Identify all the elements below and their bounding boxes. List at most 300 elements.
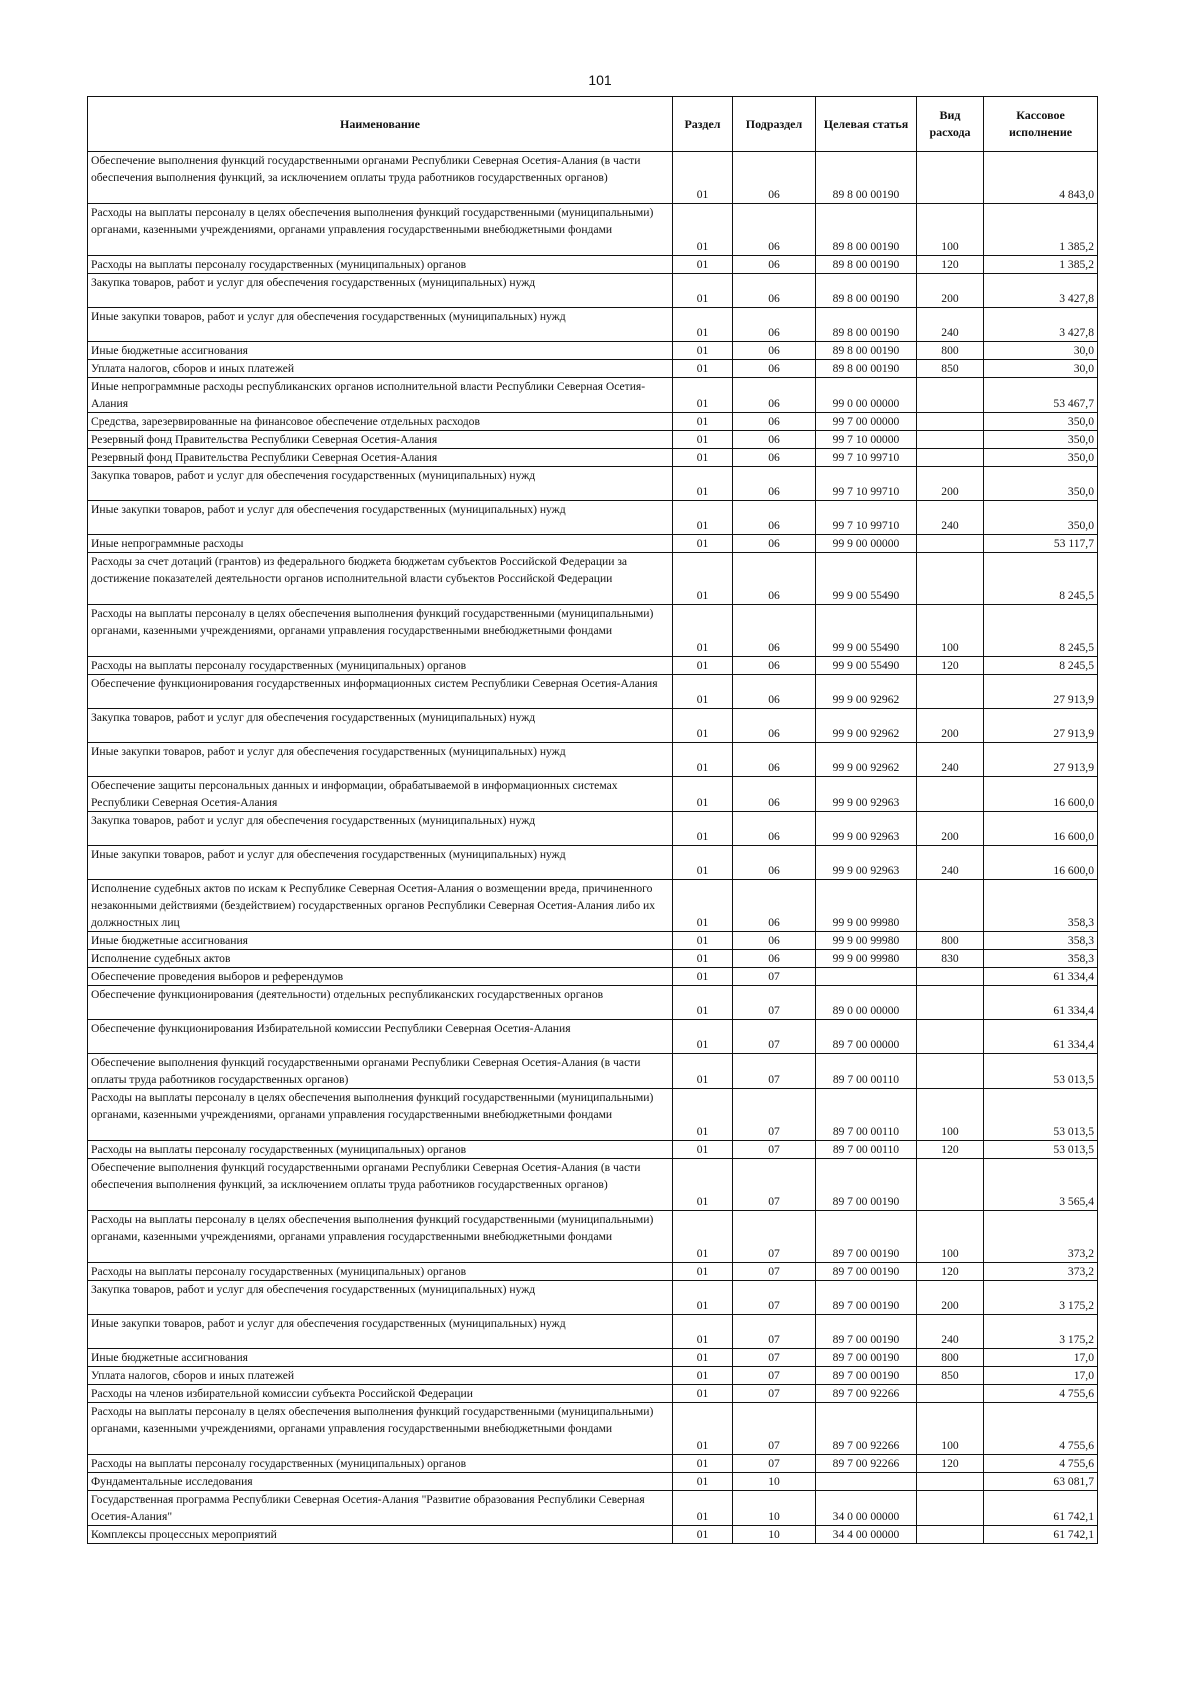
row-section: 01 — [673, 1315, 733, 1349]
row-section: 01 — [673, 449, 733, 467]
table-row — [88, 1159, 1098, 1211]
row-expense-type: 100 — [917, 1403, 984, 1455]
row-cash-execution: 30,0 — [984, 342, 1098, 360]
row-subsection: 06 — [733, 657, 816, 675]
row-expense-type — [917, 553, 984, 605]
row-expense-type — [917, 1159, 984, 1211]
row-expense-type: 240 — [917, 1315, 984, 1349]
row-name: Закупка товаров, работ и услуг для обеспечения государственных (муниципальных) нужд — [88, 709, 673, 743]
row-cash-execution: 350,0 — [984, 413, 1098, 431]
row-target-article: 89 7 00 92266 — [816, 1385, 917, 1403]
row-expense-type — [917, 431, 984, 449]
row-section: 01 — [673, 605, 733, 657]
row-expense-type — [917, 152, 984, 204]
row-section: 01 — [673, 1367, 733, 1385]
row-name: Обеспечение выполнения функций государственными органами Республики Северная Осетия-Алания (в части обеспечения выполнения функций, за исключением оплаты труда работников государственных органов) — [88, 1159, 673, 1211]
row-name: Обеспечение выполнения функций государственными органами Республики Северная Осетия-Алания (в части обеспечения выполнения функций, за исключением оплаты труда работников государственных органов) — [88, 152, 673, 204]
row-name: Фундаментальные исследования — [88, 1473, 673, 1491]
row-subsection: 06 — [733, 308, 816, 342]
table-row — [88, 360, 1098, 378]
table-row — [88, 501, 1098, 535]
row-subsection: 07 — [733, 1403, 816, 1455]
row-name: Расходы на выплаты персоналу в целях обеспечения выполнения функций государственными (муниципальными) органами, казенными учреждениями, органами управления государственными внебюджетными фондами — [88, 1089, 673, 1141]
row-section: 01 — [673, 812, 733, 846]
table-row — [88, 986, 1098, 1020]
row-expense-type: 120 — [917, 657, 984, 675]
row-name: Обеспечение функционирования (деятельности) отдельных республиканских государственных органов — [88, 986, 673, 1020]
row-section: 01 — [673, 342, 733, 360]
row-subsection: 07 — [733, 968, 816, 986]
row-section: 01 — [673, 535, 733, 553]
row-target-article: 99 9 00 92963 — [816, 812, 917, 846]
row-name: Обеспечение выполнения функций государственными органами Республики Северная Осетия-Алания (в части оплаты труда работников государственных органов) — [88, 1054, 673, 1089]
row-name: Государственная программа Республики Северная Осетия-Алания "Развитие образования Республики Северная Осетия-Алания" — [88, 1491, 673, 1526]
row-name: Обеспечение функционирования Избирательной комиссии Республики Северная Осетия-Алания — [88, 1020, 673, 1054]
table-row — [88, 777, 1098, 812]
row-cash-execution: 3 175,2 — [984, 1281, 1098, 1315]
table-row — [88, 152, 1098, 204]
row-section: 01 — [673, 1141, 733, 1159]
row-cash-execution: 63 081,7 — [984, 1473, 1098, 1491]
row-cash-execution: 3 427,8 — [984, 274, 1098, 308]
row-name: Расходы на выплаты персоналу в целях обеспечения выполнения функций государственными (муниципальными) органами, казенными учреждениями, органами управления государственными внебюджетными фондами — [88, 204, 673, 256]
row-cash-execution: 358,3 — [984, 932, 1098, 950]
table-row — [88, 204, 1098, 256]
column-header-subsection: Подраздел — [733, 97, 816, 152]
column-header-section: Раздел — [673, 97, 733, 152]
row-section: 01 — [673, 1089, 733, 1141]
row-section: 01 — [673, 431, 733, 449]
row-subsection: 06 — [733, 777, 816, 812]
row-name: Иные непрограммные расходы республиканских органов исполнительной власти Республики Северная Осетия-Алания — [88, 378, 673, 413]
row-expense-type: 100 — [917, 1211, 984, 1263]
row-section: 01 — [673, 1263, 733, 1281]
row-target-article: 89 7 00 00190 — [816, 1367, 917, 1385]
row-section: 01 — [673, 1281, 733, 1315]
row-subsection: 06 — [733, 342, 816, 360]
table-row — [88, 1281, 1098, 1315]
row-subsection: 06 — [733, 846, 816, 880]
row-subsection: 07 — [733, 1141, 816, 1159]
row-section: 01 — [673, 1491, 733, 1526]
row-target-article: 99 9 00 99980 — [816, 932, 917, 950]
row-target-article: 99 9 00 92963 — [816, 777, 917, 812]
row-section: 01 — [673, 308, 733, 342]
row-section: 01 — [673, 950, 733, 968]
row-subsection: 07 — [733, 1349, 816, 1367]
table-row — [88, 535, 1098, 553]
table-row — [88, 1020, 1098, 1054]
row-name: Закупка товаров, работ и услуг для обеспечения государственных (муниципальных) нужд — [88, 812, 673, 846]
row-name: Расходы на выплаты персоналу государственных (муниципальных) органов — [88, 657, 673, 675]
row-expense-type — [917, 1054, 984, 1089]
row-section: 01 — [673, 1159, 733, 1211]
row-section: 01 — [673, 743, 733, 777]
row-cash-execution: 4 843,0 — [984, 152, 1098, 204]
table-row — [88, 256, 1098, 274]
table-row — [88, 308, 1098, 342]
row-target-article: 99 9 00 92962 — [816, 675, 917, 709]
table-row — [88, 1473, 1098, 1491]
row-cash-execution: 8 245,5 — [984, 605, 1098, 657]
table-row — [88, 675, 1098, 709]
row-cash-execution: 3 175,2 — [984, 1315, 1098, 1349]
row-name: Резервный фонд Правительства Республики Северная Осетия-Алания — [88, 449, 673, 467]
row-expense-type: 120 — [917, 1263, 984, 1281]
row-cash-execution: 61 334,4 — [984, 986, 1098, 1020]
row-section: 01 — [673, 378, 733, 413]
row-cash-execution: 16 600,0 — [984, 812, 1098, 846]
row-target-article: 99 9 00 99980 — [816, 950, 917, 968]
row-cash-execution: 16 600,0 — [984, 777, 1098, 812]
column-header-target-article: Целевая статья — [816, 97, 917, 152]
row-target-article: 89 7 00 92266 — [816, 1403, 917, 1455]
row-cash-execution: 30,0 — [984, 360, 1098, 378]
row-name: Исполнение судебных актов по искам к Республике Северная Осетия-Алания о возмещении вреда, причиненного незаконными действиями (бездействием) государственных органов Республики Северная Осетия-Алания либо их должностных лиц — [88, 880, 673, 932]
row-cash-execution: 1 385,2 — [984, 204, 1098, 256]
row-subsection: 06 — [733, 501, 816, 535]
row-cash-execution: 61 742,1 — [984, 1491, 1098, 1526]
row-expense-type: 240 — [917, 846, 984, 880]
row-section: 01 — [673, 467, 733, 501]
row-expense-type — [917, 1473, 984, 1491]
row-cash-execution: 350,0 — [984, 449, 1098, 467]
table-row — [88, 467, 1098, 501]
table-row — [88, 846, 1098, 880]
row-cash-execution: 53 117,7 — [984, 535, 1098, 553]
row-target-article: 99 9 00 99980 — [816, 880, 917, 932]
row-target-article: 89 7 00 00000 — [816, 1020, 917, 1054]
row-name: Иные закупки товаров, работ и услуг для обеспечения государственных (муниципальных) нужд — [88, 1315, 673, 1349]
row-cash-execution: 61 742,1 — [984, 1526, 1098, 1544]
row-subsection: 07 — [733, 1281, 816, 1315]
row-section: 01 — [673, 1455, 733, 1473]
row-cash-execution: 53 013,5 — [984, 1054, 1098, 1089]
row-expense-type: 120 — [917, 1141, 984, 1159]
row-expense-type: 200 — [917, 1281, 984, 1315]
row-target-article: 99 7 10 99710 — [816, 467, 917, 501]
row-cash-execution: 8 245,5 — [984, 553, 1098, 605]
row-name: Расходы на выплаты персоналу государственных (муниципальных) органов — [88, 256, 673, 274]
row-subsection: 07 — [733, 1263, 816, 1281]
row-cash-execution: 27 913,9 — [984, 743, 1098, 777]
row-subsection: 07 — [733, 1159, 816, 1211]
row-cash-execution: 61 334,4 — [984, 1020, 1098, 1054]
row-subsection: 06 — [733, 449, 816, 467]
row-subsection: 06 — [733, 675, 816, 709]
row-target-article: 34 0 00 00000 — [816, 1491, 917, 1526]
table-row — [88, 1089, 1098, 1141]
row-section: 01 — [673, 204, 733, 256]
row-section: 01 — [673, 968, 733, 986]
page-number: 101 — [588, 72, 612, 88]
row-cash-execution: 17,0 — [984, 1367, 1098, 1385]
row-subsection: 06 — [733, 431, 816, 449]
table-row — [88, 968, 1098, 986]
row-name: Иные непрограммные расходы — [88, 535, 673, 553]
table-row — [88, 605, 1098, 657]
row-expense-type: 800 — [917, 1349, 984, 1367]
row-section: 01 — [673, 1403, 733, 1455]
row-section: 01 — [673, 501, 733, 535]
row-cash-execution: 373,2 — [984, 1211, 1098, 1263]
row-section: 01 — [673, 274, 733, 308]
row-expense-type: 200 — [917, 274, 984, 308]
table-row — [88, 274, 1098, 308]
row-section: 01 — [673, 1054, 733, 1089]
row-subsection: 07 — [733, 1385, 816, 1403]
row-section: 01 — [673, 1473, 733, 1491]
row-target-article: 99 7 00 00000 — [816, 413, 917, 431]
row-cash-execution: 350,0 — [984, 501, 1098, 535]
table-row — [88, 553, 1098, 605]
row-target-article: 99 9 00 55490 — [816, 553, 917, 605]
table-row — [88, 880, 1098, 932]
row-cash-execution: 1 385,2 — [984, 256, 1098, 274]
row-subsection: 07 — [733, 1020, 816, 1054]
row-name: Уплата налогов, сборов и иных платежей — [88, 360, 673, 378]
row-subsection: 06 — [733, 413, 816, 431]
row-expense-type — [917, 986, 984, 1020]
row-expense-type: 120 — [917, 256, 984, 274]
row-expense-type — [917, 968, 984, 986]
row-expense-type — [917, 1020, 984, 1054]
row-name: Средства, зарезервированные на финансовое обеспечение отдельных расходов — [88, 413, 673, 431]
table-row — [88, 657, 1098, 675]
row-name: Иные бюджетные ассигнования — [88, 1349, 673, 1367]
row-name: Иные бюджетные ассигнования — [88, 932, 673, 950]
row-name: Расходы на выплаты персоналу в целях обеспечения выполнения функций государственными (муниципальными) органами, казенными учреждениями, органами управления государственными внебюджетными фондами — [88, 1211, 673, 1263]
row-expense-type — [917, 1385, 984, 1403]
row-name: Иные закупки товаров, работ и услуг для обеспечения государственных (муниципальных) нужд — [88, 308, 673, 342]
row-subsection: 07 — [733, 1455, 816, 1473]
row-name: Иные закупки товаров, работ и услуг для обеспечения государственных (муниципальных) нужд — [88, 501, 673, 535]
row-target-article: 99 7 10 99710 — [816, 449, 917, 467]
table-row — [88, 1141, 1098, 1159]
row-expense-type: 120 — [917, 1455, 984, 1473]
row-target-article: 99 9 00 92962 — [816, 709, 917, 743]
row-subsection: 07 — [733, 1211, 816, 1263]
row-target-article: 89 7 00 00110 — [816, 1089, 917, 1141]
row-section: 01 — [673, 1349, 733, 1367]
row-name: Иные закупки товаров, работ и услуг для обеспечения государственных (муниципальных) нужд — [88, 846, 673, 880]
row-expense-type: 850 — [917, 1367, 984, 1385]
row-expense-type — [917, 777, 984, 812]
row-section: 01 — [673, 846, 733, 880]
row-target-article: 89 7 00 00190 — [816, 1211, 917, 1263]
row-expense-type — [917, 535, 984, 553]
row-name: Расходы на выплаты персоналу в целях обеспечения выполнения функций государственными (муниципальными) органами, казенными учреждениями, органами управления государственными внебюджетными фондами — [88, 1403, 673, 1455]
row-subsection: 06 — [733, 274, 816, 308]
row-subsection: 06 — [733, 553, 816, 605]
table-row — [88, 812, 1098, 846]
row-cash-execution: 4 755,6 — [984, 1455, 1098, 1473]
row-name: Исполнение судебных актов — [88, 950, 673, 968]
row-subsection: 10 — [733, 1473, 816, 1491]
row-subsection: 06 — [733, 812, 816, 846]
row-cash-execution: 3 565,4 — [984, 1159, 1098, 1211]
row-name: Обеспечение защиты персональных данных и информации, обрабатываемой в информационных системах Республики Северная Осетия-Алания — [88, 777, 673, 812]
table-row — [88, 1315, 1098, 1349]
table-row — [88, 1403, 1098, 1455]
row-target-article: 34 4 00 00000 — [816, 1526, 917, 1544]
row-name: Расходы на выплаты персоналу государственных (муниципальных) органов — [88, 1141, 673, 1159]
row-expense-type — [917, 378, 984, 413]
row-name: Иные закупки товаров, работ и услуг для обеспечения государственных (муниципальных) нужд — [88, 743, 673, 777]
row-section: 01 — [673, 1020, 733, 1054]
row-cash-execution: 27 913,9 — [984, 709, 1098, 743]
row-expense-type — [917, 1526, 984, 1544]
row-name: Закупка товаров, работ и услуг для обеспечения государственных (муниципальных) нужд — [88, 1281, 673, 1315]
row-target-article: 89 8 00 00190 — [816, 342, 917, 360]
row-cash-execution: 350,0 — [984, 467, 1098, 501]
row-expense-type: 200 — [917, 467, 984, 501]
row-target-article: 89 7 00 00110 — [816, 1141, 917, 1159]
row-section: 01 — [673, 1211, 733, 1263]
row-target-article — [816, 968, 917, 986]
row-expense-type: 100 — [917, 1089, 984, 1141]
row-cash-execution: 373,2 — [984, 1263, 1098, 1281]
row-target-article: 89 7 00 00190 — [816, 1349, 917, 1367]
row-section: 01 — [673, 986, 733, 1020]
row-section: 01 — [673, 413, 733, 431]
row-cash-execution: 358,3 — [984, 950, 1098, 968]
row-expense-type — [917, 675, 984, 709]
row-name: Обеспечение проведения выборов и референдумов — [88, 968, 673, 986]
column-header-expense-type: Вид расхода — [917, 97, 984, 152]
row-section: 01 — [673, 360, 733, 378]
table-row — [88, 709, 1098, 743]
table-row — [88, 413, 1098, 431]
row-target-article: 99 9 00 55490 — [816, 657, 917, 675]
row-target-article: 89 8 00 00190 — [816, 152, 917, 204]
table-row — [88, 449, 1098, 467]
row-cash-execution: 8 245,5 — [984, 657, 1098, 675]
row-target-article: 89 8 00 00190 — [816, 308, 917, 342]
table-row — [88, 1263, 1098, 1281]
table-header-row — [88, 97, 1098, 152]
row-cash-execution: 4 755,6 — [984, 1385, 1098, 1403]
table-row — [88, 1491, 1098, 1526]
table-row — [88, 1349, 1098, 1367]
row-name: Расходы на выплаты персоналу государственных (муниципальных) органов — [88, 1455, 673, 1473]
row-expense-type: 240 — [917, 308, 984, 342]
column-header-cash-execution: Кассовое исполнение — [984, 97, 1098, 152]
row-expense-type: 100 — [917, 204, 984, 256]
row-target-article: 89 8 00 00190 — [816, 204, 917, 256]
row-expense-type: 830 — [917, 950, 984, 968]
row-subsection: 06 — [733, 932, 816, 950]
table-row — [88, 1054, 1098, 1089]
row-cash-execution: 27 913,9 — [984, 675, 1098, 709]
row-name: Иные бюджетные ассигнования — [88, 342, 673, 360]
row-section: 01 — [673, 657, 733, 675]
row-subsection: 07 — [733, 1367, 816, 1385]
table-row — [88, 342, 1098, 360]
row-name: Уплата налогов, сборов и иных платежей — [88, 1367, 673, 1385]
row-subsection: 07 — [733, 986, 816, 1020]
row-subsection: 10 — [733, 1491, 816, 1526]
row-target-article: 89 0 00 00000 — [816, 986, 917, 1020]
row-subsection: 06 — [733, 743, 816, 777]
row-expense-type: 240 — [917, 501, 984, 535]
row-target-article: 89 8 00 00190 — [816, 274, 917, 308]
row-name: Закупка товаров, работ и услуг для обеспечения государственных (муниципальных) нужд — [88, 467, 673, 501]
row-cash-execution: 61 334,4 — [984, 968, 1098, 986]
table-row — [88, 431, 1098, 449]
column-header-name: Наименование — [88, 97, 673, 152]
row-section: 01 — [673, 256, 733, 274]
row-target-article: 99 9 00 92963 — [816, 846, 917, 880]
row-section: 01 — [673, 932, 733, 950]
row-expense-type — [917, 880, 984, 932]
table-row — [88, 1211, 1098, 1263]
row-target-article: 89 7 00 00190 — [816, 1263, 917, 1281]
row-target-article: 99 9 00 55490 — [816, 605, 917, 657]
row-subsection: 06 — [733, 950, 816, 968]
row-expense-type: 800 — [917, 342, 984, 360]
row-subsection: 06 — [733, 880, 816, 932]
row-expense-type — [917, 449, 984, 467]
row-target-article: 99 9 00 00000 — [816, 535, 917, 553]
table-row — [88, 950, 1098, 968]
row-subsection: 06 — [733, 152, 816, 204]
row-target-article: 89 7 00 00190 — [816, 1159, 917, 1211]
row-expense-type: 240 — [917, 743, 984, 777]
row-subsection: 07 — [733, 1315, 816, 1349]
row-target-article: 99 7 10 99710 — [816, 501, 917, 535]
row-cash-execution: 358,3 — [984, 880, 1098, 932]
row-cash-execution: 4 755,6 — [984, 1403, 1098, 1455]
row-name: Расходы за счет дотаций (грантов) из федерального бюджета бюджетам субъектов Российской Федерации за достижение показателей деятельности органов исполнительной власти субъектов Российской Федерации — [88, 553, 673, 605]
row-subsection: 06 — [733, 256, 816, 274]
table-body — [88, 152, 1098, 1544]
row-name: Закупка товаров, работ и услуг для обеспечения государственных (муниципальных) нужд — [88, 274, 673, 308]
row-target-article: 89 8 00 00190 — [816, 256, 917, 274]
table-row — [88, 1526, 1098, 1544]
row-target-article: 99 0 00 00000 — [816, 378, 917, 413]
row-section: 01 — [673, 152, 733, 204]
row-expense-type: 200 — [917, 709, 984, 743]
row-name: Комплексы процессных мероприятий — [88, 1526, 673, 1544]
row-section: 01 — [673, 553, 733, 605]
row-section: 01 — [673, 1385, 733, 1403]
row-target-article — [816, 1473, 917, 1491]
row-subsection: 07 — [733, 1054, 816, 1089]
row-expense-type — [917, 1491, 984, 1526]
row-section: 01 — [673, 675, 733, 709]
row-section: 01 — [673, 777, 733, 812]
row-section: 01 — [673, 1526, 733, 1544]
row-name: Расходы на членов избирательной комиссии субъекта Российской Федерации — [88, 1385, 673, 1403]
row-expense-type — [917, 413, 984, 431]
budget-execution-table — [87, 96, 1098, 1544]
row-section: 01 — [673, 709, 733, 743]
row-cash-execution: 3 427,8 — [984, 308, 1098, 342]
table-row — [88, 743, 1098, 777]
row-section: 01 — [673, 880, 733, 932]
row-target-article: 89 7 00 00190 — [816, 1315, 917, 1349]
row-subsection: 06 — [733, 360, 816, 378]
row-name: Расходы на выплаты персоналу государственных (муниципальных) органов — [88, 1263, 673, 1281]
row-target-article: 89 8 00 00190 — [816, 360, 917, 378]
row-cash-execution: 53 467,7 — [984, 378, 1098, 413]
table-row — [88, 932, 1098, 950]
row-target-article: 89 7 00 92266 — [816, 1455, 917, 1473]
row-cash-execution: 16 600,0 — [984, 846, 1098, 880]
table-row — [88, 1455, 1098, 1473]
row-cash-execution: 350,0 — [984, 431, 1098, 449]
